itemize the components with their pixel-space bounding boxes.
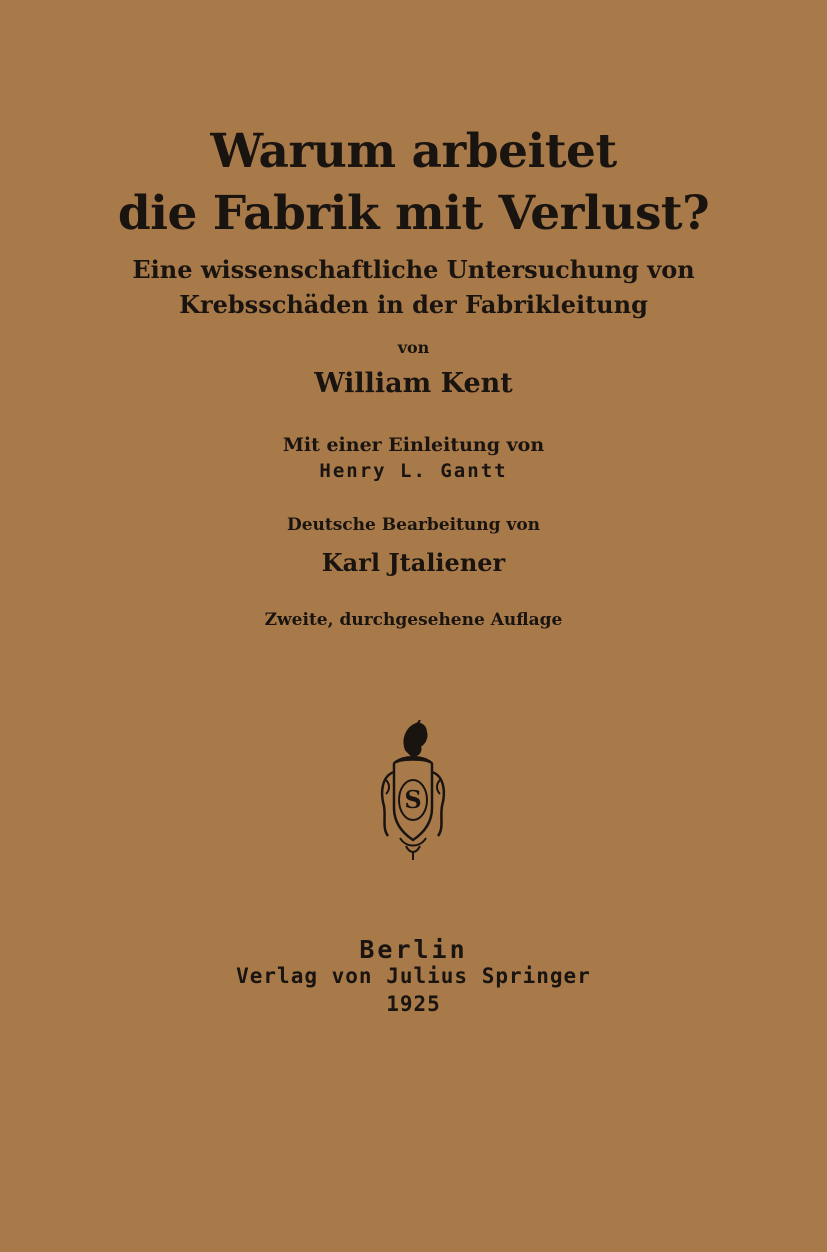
- title-line-2: die Fabrik mit Verlust?: [117, 186, 710, 241]
- by-label: von: [397, 338, 430, 357]
- subtitle-line-2: Krebsschäden in der Fabrikleitung: [179, 290, 648, 319]
- introduction-author: Henry L. Gantt: [319, 460, 508, 482]
- author-name: William Kent: [314, 368, 513, 399]
- publication-year: 1925: [386, 992, 441, 1016]
- publisher-emblem-icon: [376, 720, 450, 862]
- emblem-letter: S: [404, 785, 422, 814]
- translation-label: Deutsche Bearbeitung von: [286, 515, 541, 535]
- introduction-label: Mit einer Einleitung von: [282, 434, 545, 456]
- edition-note: Zweite, durchgesehene Auflage: [264, 610, 563, 630]
- publisher-city: Berlin: [359, 935, 468, 964]
- title-line-1: Warum arbeitet: [210, 124, 617, 179]
- translator-name: Karl Jtaliener: [321, 548, 506, 577]
- subtitle-line-1: Eine wissenschaftliche Untersuchung von: [132, 255, 695, 284]
- publisher-name: Verlag von Julius Springer: [236, 964, 591, 988]
